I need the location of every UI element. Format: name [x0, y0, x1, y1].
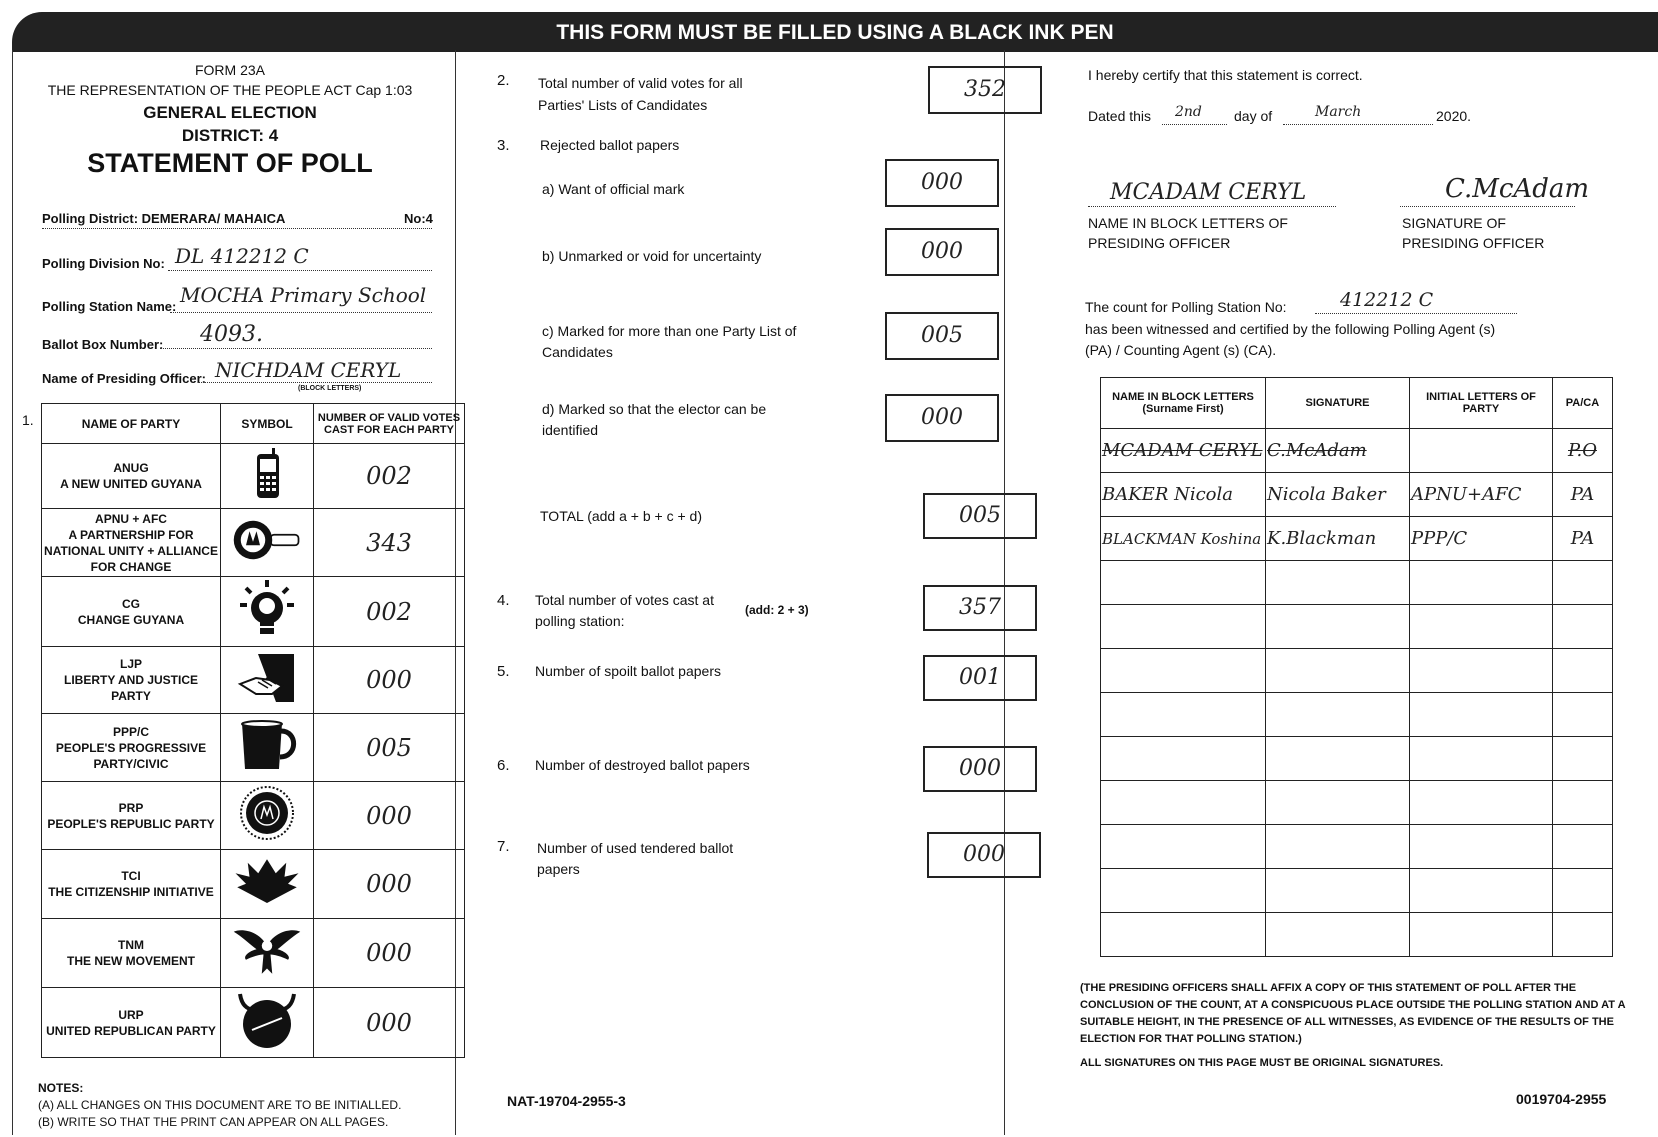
count-value: 412212 C: [1340, 289, 1434, 311]
header-votes: NUMBER OF VALID VOTES CAST FOR EACH PARTY: [314, 404, 465, 444]
item-2-number: 2.: [497, 72, 510, 89]
party-votes: 002: [314, 444, 465, 509]
party-abbr: PPP/C: [112, 724, 149, 739]
item-3-label: Rejected ballot papers: [540, 137, 680, 153]
item-6-label: Number of destroyed ballot papers: [535, 757, 750, 773]
total-value: 005: [923, 493, 1037, 539]
note-a: (A) ALL CHANGES ON THIS DOCUMENT ARE TO BE INITIALLED.: [38, 1098, 402, 1112]
section-number-1: 1.: [22, 412, 34, 428]
dated-day: 2nd: [1175, 104, 1202, 120]
table-row: [1101, 561, 1613, 605]
header-agent-role: PA/CA: [1553, 378, 1613, 429]
agent-table-header: [1101, 378, 1613, 429]
table-row: [1101, 473, 1613, 517]
cup-icon: [232, 717, 302, 773]
item-5-value: 001: [923, 655, 1037, 701]
table-row: [1101, 869, 1613, 913]
signatures-note: ALL SIGNATURES ON THIS PAGE MUST BE ORIGINAL SIGNATURES.: [1080, 1057, 1444, 1069]
header-party-name: NAME OF PARTY: [42, 404, 221, 444]
polling-district-no: No:4: [404, 211, 433, 226]
dated-month: March: [1315, 104, 1362, 120]
party-abbr: PRP: [118, 800, 144, 815]
item-4-label: Total number of votes cast at polling station:: [535, 592, 714, 629]
header-symbol: SYMBOL: [221, 404, 314, 444]
party-abbr: URP: [118, 1007, 144, 1022]
station-name-value: MOCHA Primary School: [180, 283, 427, 307]
note-b: (B) WRITE SO THAT THE PRINT CAN APPEAR ON ALL PAGES.: [38, 1115, 389, 1129]
party-name: PEOPLE'S PROGRESSIVE PARTY/CIVIC: [55, 740, 207, 771]
header-agent-name: NAME IN BLOCK LETTERS (Surname First): [1101, 378, 1266, 429]
table-row: [42, 782, 465, 850]
signature-caption: SIGNATURE OF PRESIDING OFFICER: [1402, 215, 1545, 251]
item-7-number: 7.: [497, 838, 510, 855]
dated-year: 2020.: [1436, 108, 1472, 124]
polling-district-label: Polling District: DEMERARA/ MAHAICA: [42, 211, 286, 226]
party-name: CHANGE GUYANA: [77, 612, 185, 627]
right-serial: 0019704-2955: [1516, 1091, 1607, 1107]
party-name: PEOPLE'S REPUBLIC PARTY: [47, 816, 215, 831]
agent-role: PA: [1553, 517, 1613, 561]
district-title: DISTRICT: 4: [181, 126, 279, 145]
party-name: THE NEW MOVEMENT: [67, 954, 195, 968]
election-title: GENERAL ELECTION: [143, 103, 317, 122]
party-votes: 002: [314, 577, 465, 647]
party-abbr: TCI: [121, 869, 141, 883]
agent-name: BAKER Nicola: [1101, 473, 1266, 517]
banner: THIS FORM MUST BE FILLED USING A BLACK INK PEN: [12, 12, 1658, 52]
agent-signature: K.Blackman: [1266, 517, 1410, 561]
agent-signature: Nicola Baker: [1266, 473, 1410, 517]
handshake-icon: [232, 650, 302, 706]
party-table-header: [42, 404, 465, 444]
item-3a-label: a) Want of official mark: [542, 181, 685, 197]
presiding-officer-value: NICHDAM CERYL: [215, 358, 402, 382]
table-row: [42, 647, 465, 714]
header-agent-party: INITIAL LETTERS OF PARTY: [1410, 378, 1553, 429]
party-abbr: ANUG: [113, 461, 149, 475]
page-title: STATEMENT OF POLL: [87, 148, 373, 178]
party-abbr: TNM: [118, 938, 144, 952]
party-abbr: LJP: [119, 657, 142, 671]
party-name: A NEW UNITED GUYANA: [60, 477, 202, 491]
party-votes: 343: [314, 509, 465, 577]
form-number: FORM 23A: [194, 62, 265, 78]
notes-title: NOTES:: [38, 1081, 84, 1095]
table-row: [1101, 913, 1613, 957]
item-3-number: 3.: [497, 137, 510, 154]
item-5-label: Number of spoilt ballot papers: [535, 663, 721, 679]
item-3d-label: d) Marked so that the elector can be identified: [542, 401, 767, 438]
agent-party: PPP/C: [1410, 517, 1553, 561]
officer-signature: C.McAdam: [1445, 174, 1589, 204]
item-4-add-note: (add: 2 + 3): [745, 603, 809, 617]
middle-serial: NAT-19704-2955-3: [507, 1093, 626, 1109]
mobile-phone-icon: [232, 446, 302, 502]
sun-emblem-icon: [232, 785, 302, 841]
item-7-label: Number of used tendered ballot papers: [537, 840, 734, 877]
item-4-value: 357: [923, 585, 1037, 631]
agent-name: MCADAM CERYL: [1101, 429, 1266, 473]
dated-prefix: Dated this: [1088, 108, 1152, 124]
table-row: [42, 444, 465, 509]
eagle-icon: [232, 921, 302, 981]
item-7-value: 000: [927, 832, 1041, 878]
division-label: Polling Division No:: [42, 256, 165, 271]
table-row: [42, 988, 465, 1058]
party-abbr: APNU + AFC: [95, 511, 167, 526]
party-name: UNITED REPUBLICAN PARTY: [46, 1023, 216, 1038]
item-3b-label: b) Unmarked or void for uncertainty: [542, 248, 762, 264]
header-agent-signature: SIGNATURE: [1266, 378, 1410, 429]
table-row: [1101, 825, 1613, 869]
party-votes: 000: [314, 782, 465, 850]
agent-signature: C.McAdam: [1266, 429, 1410, 473]
party-votes: 000: [314, 850, 465, 919]
table-row: [42, 850, 465, 919]
count-rest: has been witnessed and certified by the following Polling Agent (s) (PA) / Counting Agent (s) (CA).: [1085, 321, 1496, 358]
item-6-value: 000: [923, 746, 1037, 792]
table-row: [42, 919, 465, 988]
table-row: [1101, 517, 1613, 561]
station-name-label: Polling Station Name:: [42, 299, 177, 314]
hand-key-icon: [232, 512, 302, 568]
party-votes: 000: [314, 919, 465, 988]
agent-role: PA: [1553, 473, 1613, 517]
ballot-box-value: 4093.: [200, 322, 263, 347]
table-row: [1101, 605, 1613, 649]
agent-party: [1410, 429, 1553, 473]
party-table: [41, 403, 465, 1058]
agent-table: [1100, 377, 1613, 957]
table-row: [1101, 649, 1613, 693]
bull-head-icon: [232, 990, 302, 1050]
division-value: DL 412212 C: [175, 244, 309, 268]
item-3d-value: 000: [885, 394, 999, 442]
item-3b-value: 000: [885, 228, 999, 276]
ballot-box-label: Ballot Box Number:: [42, 337, 164, 352]
agent-name: BLACKMAN Koshina: [1101, 517, 1266, 561]
item-3a-value: 000: [885, 159, 999, 207]
presiding-officer-label: Name of Presiding Officer:: [42, 371, 206, 386]
item-4-number: 4.: [497, 592, 510, 609]
table-row: [1101, 693, 1613, 737]
dated-mid: day of: [1234, 108, 1273, 124]
left-border: [12, 50, 13, 1135]
party-name: THE CITIZENSHIP INITIATIVE: [48, 885, 214, 899]
party-votes: 005: [314, 714, 465, 782]
agent-party: APNU+AFC: [1410, 473, 1553, 517]
table-row: [1101, 429, 1613, 473]
item-3c-value: 005: [885, 312, 999, 360]
count-label: The count for Polling Station No:: [1085, 299, 1287, 315]
total-label: TOTAL (add a + b + c + d): [540, 508, 702, 524]
name-caption: NAME IN BLOCK LETTERS OF PRESIDING OFFICER: [1088, 215, 1288, 251]
table-row: [1101, 781, 1613, 825]
party-name: LIBERTY AND JUSTICE PARTY: [63, 673, 198, 703]
item-3c-label: c) Marked for more than one Party List of Candidates: [542, 323, 797, 360]
item-6-number: 6.: [497, 757, 510, 774]
party-votes: 000: [314, 988, 465, 1058]
leaf-plant-icon: [232, 854, 302, 910]
item-2-value: 352: [928, 66, 1042, 114]
footnote: (THE PRESIDING OFFICERS SHALL AFFIX A COPY OF THIS STATEMENT OF POLL AFTER THE CONCLUSION OF THE COUNT, AT A CONSPICUOUS PLACE OUTSIDE THE POLLING STATION AND AT A SUITABLE HEIGHT, IN THE PRESENCE OF ALL WITNESSES, AS EVIDENCE OF THE RESULTS OF THE ELECTION FOR THAT POLLING STATION.): [1080, 982, 1626, 1045]
table-row: [1101, 737, 1613, 781]
party-name: A PARTNERSHIP FOR NATIONAL UNITY + ALLIANCE FOR CHANGE: [44, 527, 218, 574]
party-abbr: CG: [122, 596, 140, 611]
table-row: [42, 509, 465, 577]
item-2-label: Total number of valid votes for all Parties' Lists of Candidates: [538, 75, 743, 113]
officer-name: MCADAM CERYL: [1110, 180, 1307, 205]
act-title: THE REPRESENTATION OF THE PEOPLE ACT Cap 1:03: [47, 82, 413, 98]
lightbulb-icon: [232, 578, 302, 640]
party-votes: 000: [314, 647, 465, 714]
certify-text: I hereby certify that this statement is correct.: [1088, 67, 1363, 83]
item-5-number: 5.: [497, 663, 510, 680]
table-row: [42, 714, 465, 782]
block-letters-note: (BLOCK LETTERS): [298, 385, 362, 392]
agent-role: P.O: [1553, 429, 1613, 473]
table-row: [42, 577, 465, 647]
